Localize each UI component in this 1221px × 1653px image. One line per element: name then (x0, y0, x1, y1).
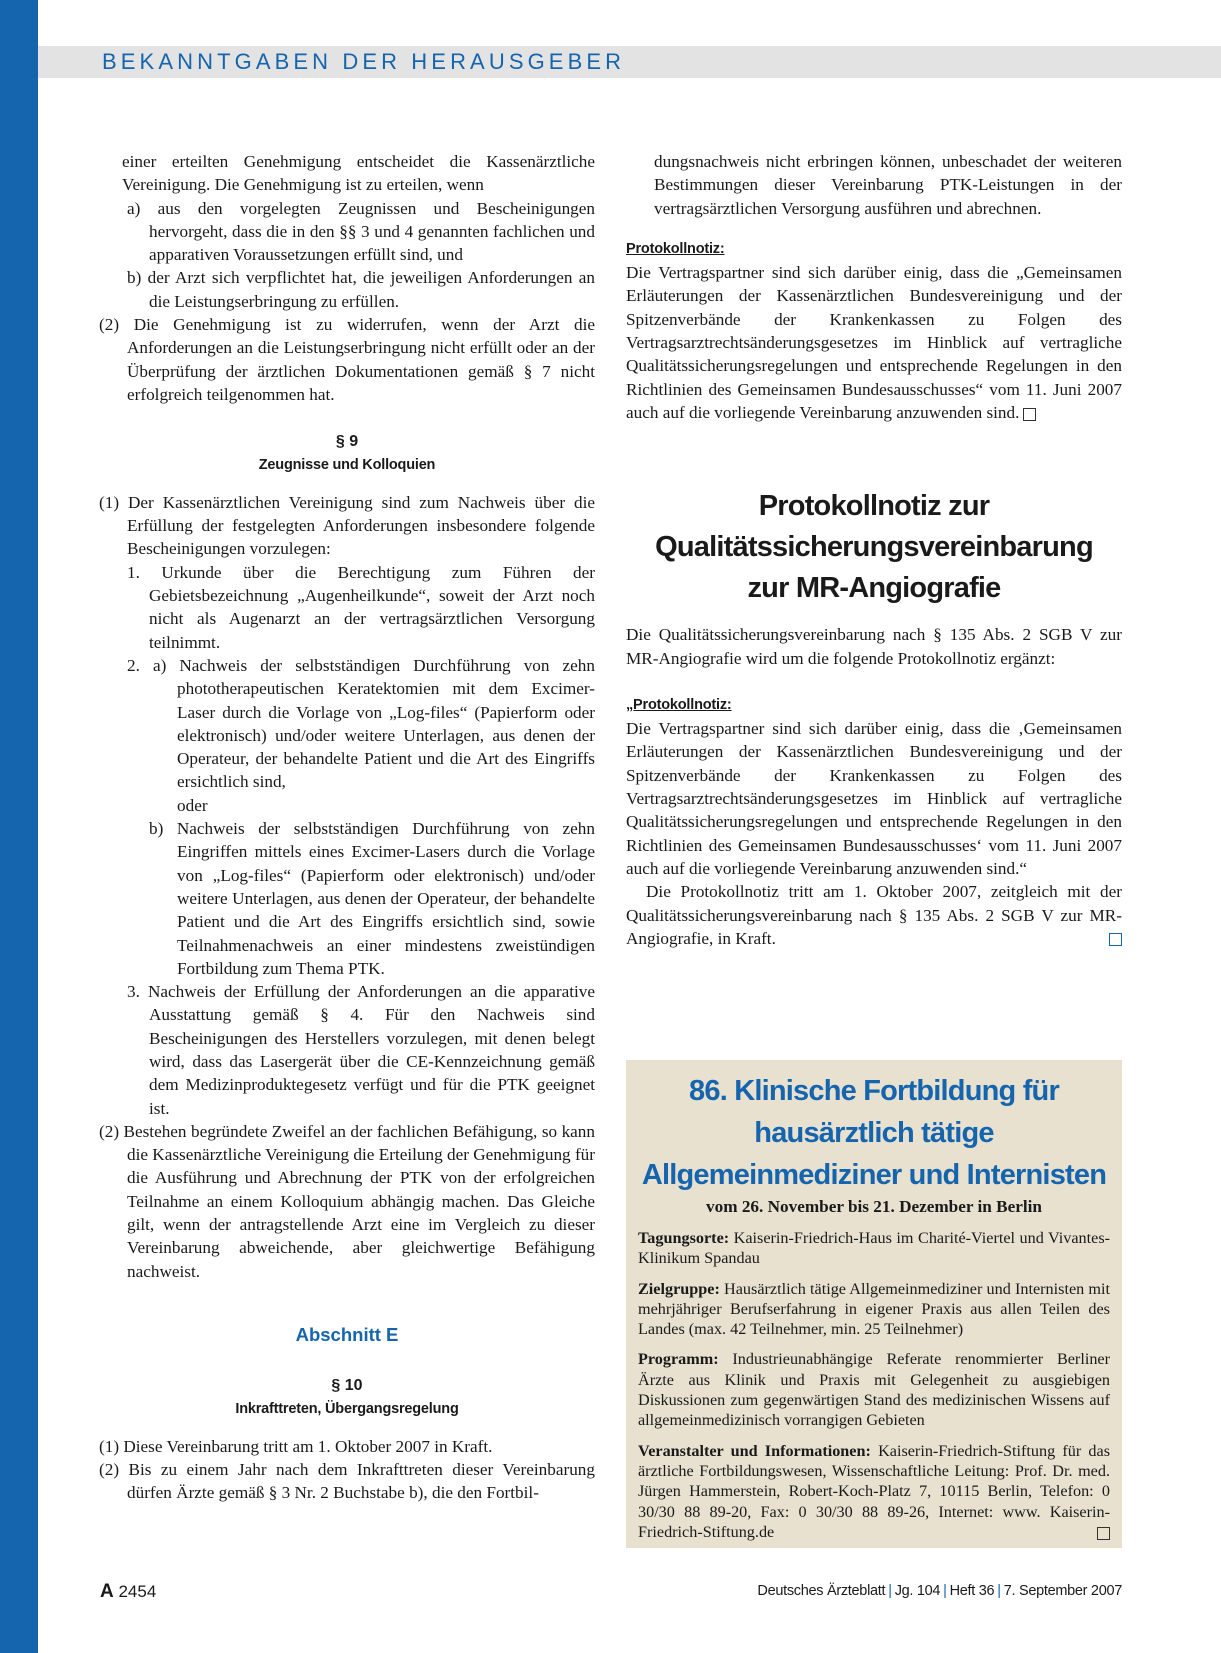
section-title: Inkrafttreten, Übergangsregelung (235, 1400, 459, 1417)
paragraph: einer erteilten Genehmigung entscheidet die Kassenärztliche Vereinigung. Die Genehmigung ist zu erteilen, wenn (122, 152, 595, 195)
paragraph: (2) Die Genehmigung ist zu widerrufen, wenn der Arzt die Anforderungen an die Leistungserbringung nicht erfüllt oder an der Überprüfung der ärztlichen Dokumentationen gemäß § 7 nicht erfolgreich teilgenommen hat. (99, 315, 595, 404)
closing-text: Die Protokollnotiz tritt am 1. Oktober 2007, zeitgleich mit der Qualitätssicherungsvereinbarung nach § 135 Abs. 2 SGB V zur MR-Angiografie, in Kraft. (626, 882, 1122, 948)
event-title-line: Allgemeinmediziner und Internisten (641, 1159, 1107, 1191)
article-title-line: Protokollnotiz zur (758, 490, 990, 523)
left-column (99, 150, 595, 1505)
end-mark-icon (1023, 408, 1036, 421)
detail-label: Tagungsorte: (638, 1229, 730, 1247)
left-accent-bar (0, 0, 38, 1653)
protokollnotiz-label (626, 692, 1122, 717)
paragraph: (1) Diese Vereinbarung tritt am 1. Oktober 2007 in Kraft. (99, 1436, 493, 1456)
section-number: § 9 (335, 433, 359, 451)
paragraph: Die Qualitätssicherungsvereinbarung nach § 135 Abs. 2 SGB V zur MR-Angiografie wird um die folgende Protokollnotiz ergänzt: (626, 625, 1122, 668)
detail-label: Veranstalter und Informationen: (638, 1441, 871, 1460)
journal-footer: Deutsches Ärzteblatt | Jg. 104 | Heft 36 | 7. September 2007 (757, 1583, 1122, 1599)
section-title: Zeugnisse und Kolloquien (258, 456, 436, 473)
journal-volume: Jg. 104 (894, 1583, 941, 1599)
detail-text: Industrieunabhängige Referate renommierter Berliner Ärzte aus Klinik und Praxis mit Gelegenheit zu ausgiebigen Diskussionen zum gegenwärtigen Stand des medizinischen Wissens auf allgemeinmedizinisch vorrangigen Gebieten (638, 1350, 1110, 1430)
paragraph (626, 880, 1122, 950)
paragraph: Die Vertragspartner sind sich darüber einig, dass die ‚Gemeinsamen Erläuterungen der Kassenärztlichen Bundesvereinigung und der Spitzenverbände der Krankenkassen zu Folgen des Vertragsarztrechtsänderungsgesetzes im Hinblick auf vertragliche Qualitätssicherungsregelungen und entsprechende Regelungen in den Richtlinien des Gemeinsamen Bundesausschusses‘ vom 11. Juni 2007 auch auf die vorliegende Vereinbarung anzuwenden sind.“ (626, 719, 1122, 878)
paragraph (626, 261, 1122, 424)
event-detail (638, 1349, 1110, 1430)
paragraph: (2) Bis zu einem Jahr nach dem Inkrafttreten dieser Vereinbarung dürfen Ärzte gemäß § 3 Nr. 2 Buchstabe b), die den Fortbil- (99, 1460, 595, 1503)
paragraph: (1) Der Kassenärztlichen Vereinigung sind zum Nachweis über die Erfüllung der festgelegten Anforderungen insbesondere folgende Bescheinigungen vorzulegen: (99, 492, 595, 559)
protokollnotiz-label-text: Protokollnotiz: (626, 240, 725, 257)
page-number-value: 2454 (118, 1582, 157, 1601)
journal-name: Deutsches Ärzteblatt (757, 1583, 886, 1599)
page-number (100, 1581, 156, 1603)
detail-text: Hausärztlich tätige Allgemeinmediziner und Internisten mit mehrjähriger Berufserfahrung in eigener Praxis aus allen Teilen des Landes (max. 42 Teilnehmer, min. 25 Teilnehmer) (638, 1279, 1110, 1339)
protokollnotiz-label-text: „Protokollnotiz: (626, 696, 732, 713)
list-item: 3. Nachweis der Erfüllung der Anforderungen an die apparative Ausstattung gemäß § 4. Für den Nachweis sind Bescheinigungen des Herstellers vorzulegen, mit denen belegt wird, dass das Lasergerät über die CE-Kennzeichnung gemäß dem Medizinproduktegesetz verfügt und für die PTK geeignet ist. (127, 982, 595, 1118)
event-detail (638, 1279, 1110, 1340)
list-item: oder (177, 795, 208, 815)
protokollnotiz-text: Die Vertragspartner sind sich darüber einig, dass die „Gemeinsamen Erläuterungen der Kassenärztlichen Bundesvereinigung und der Spitzenverbände der Krankenkassen zu Folgen des Vertragsarztrechtsänderungsgesetzes im Hinblick auf vertragliche Qualitätssicherungsregelungen und entsprechende Regelungen in den Richtlinien des Gemeinsamen Bundesausschusses“ vom 11. Juni 2007 auch auf die vorliegende Vereinbarung anzuwenden sind. (626, 263, 1122, 422)
event-title-line: hausärztlich tätige (754, 1117, 994, 1149)
event-details (626, 1228, 1122, 1542)
journal-issue: Heft 36 (949, 1583, 995, 1599)
section-number: § 10 (331, 1377, 363, 1395)
journal-date: 7. September 2007 (1003, 1583, 1122, 1599)
detail-label: Zielgruppe: (638, 1279, 720, 1298)
section-header: BEKANNTGABEN DER HERAUSGEBER (102, 49, 626, 74)
abschnitt-heading: Abschnitt E (295, 1323, 399, 1345)
detail-label: Programm: (638, 1350, 719, 1369)
list-item: 1. Urkunde über die Berechtigung zum Führen der Gebietsbezeichnung „Augenheilkunde“, soweit der Arzt noch nicht als Augenarzt an der vertragsärztlichen Versorgung teilnimmt. (127, 562, 595, 652)
event-detail (638, 1441, 1110, 1542)
detail-text: Kaiserin-Friedrich-Haus im Charité-Viertel und Vivantes-Klinikum Spandau (638, 1229, 1111, 1268)
list-item: b) der Arzt sich verpflichtet hat, die jeweiligen Anforderungen an die Leistungserbringung zu erfüllen. (127, 268, 595, 311)
list-item: 2. a) Nachweis der selbstständigen Durchführung von zehn phototherapeutischen Keratektomien mit dem Excimer-Laser durch die Vorlage von „Log-files“ (Papierform oder elektronisch) und/oder weitere Unterlagen, aus denen der Operateur, der behandelte Patient und die Art des Eingriffs ersichtlich sind, (127, 655, 595, 792)
event-title-line: 86. Klinische Fortbildung für (689, 1075, 1059, 1107)
article-title-line: zur MR-Angiografie (747, 572, 1001, 605)
end-mark-icon (1109, 933, 1122, 946)
list-item: b) Nachweis der selbstständigen Durchführung von zehn Eingriffen mittels eines Excimer-Lasers durch die Vorlage von „Log-files“ (Papierform oder elektronisch) und/oder weitere Unterlagen, aus denen der Operateur, der behandelte Patient und die Art des Eingriffs ersichtlich sind, sowie Teilnahmenachweis an einer mindestens zweistündigen Fortbildung zum Thema PTK. (149, 819, 595, 978)
event-subtitle: vom 26. November bis 21. Dezember in Berlin (706, 1197, 1042, 1216)
end-mark-icon (1097, 1527, 1110, 1540)
event-detail (638, 1228, 1110, 1269)
protokollnotiz-label (626, 236, 1122, 261)
article-title-line: Qualitätssicherungsvereinbarung (655, 531, 1093, 564)
page-letter: A (100, 1581, 114, 1602)
list-item: a) aus den vorgelegten Zeugnissen und Bescheinigungen hervorgeht, dass die in den §§ 3 und 4 genannten fachlichen und apparativen Voraussetzungen erfüllt sind, und (127, 198, 595, 265)
detail-text: Kaiserin-Friedrich-Stiftung für das ärztliche Fortbildungswesen, Wissenschaftliche Leitung: Prof. Dr. med. Jürgen Hammerstein, Robert-Koch-Platz 7, 10115 Berlin, Telefon: 0 30/30 88 89-20, Fax: 0 30/30 88 89-26, Internet: www. Kaiserin-Friedrich-Stiftung.de (638, 1441, 1111, 1541)
paragraph: (2) Bestehen begründete Zweifel an der fachlichen Befähigung, so kann die Kassenärztliche Vereinigung die Erteilung der Genehmigung für die Ausführung und Abrechnung der PTK von der erfolgreichen Teilnahme an einem Kolloquium abhängig machen. Das Gleiche gilt, wenn der antragstellende Arzt eine im Vergleich zu dieser Vereinbarung abweichende, aber gleichwertige Befähigung nachweist. (99, 1121, 595, 1281)
paragraph: dungsnachweis nicht erbringen können, unbeschadet der weiteren Bestimmungen dieser Vereinbarung PTK-Leistungen in der vertragsärztlichen Versorgung ausführen und abrechnen. (654, 152, 1122, 218)
event-announcement-box (626, 1060, 1122, 1548)
right-column (626, 150, 1122, 950)
